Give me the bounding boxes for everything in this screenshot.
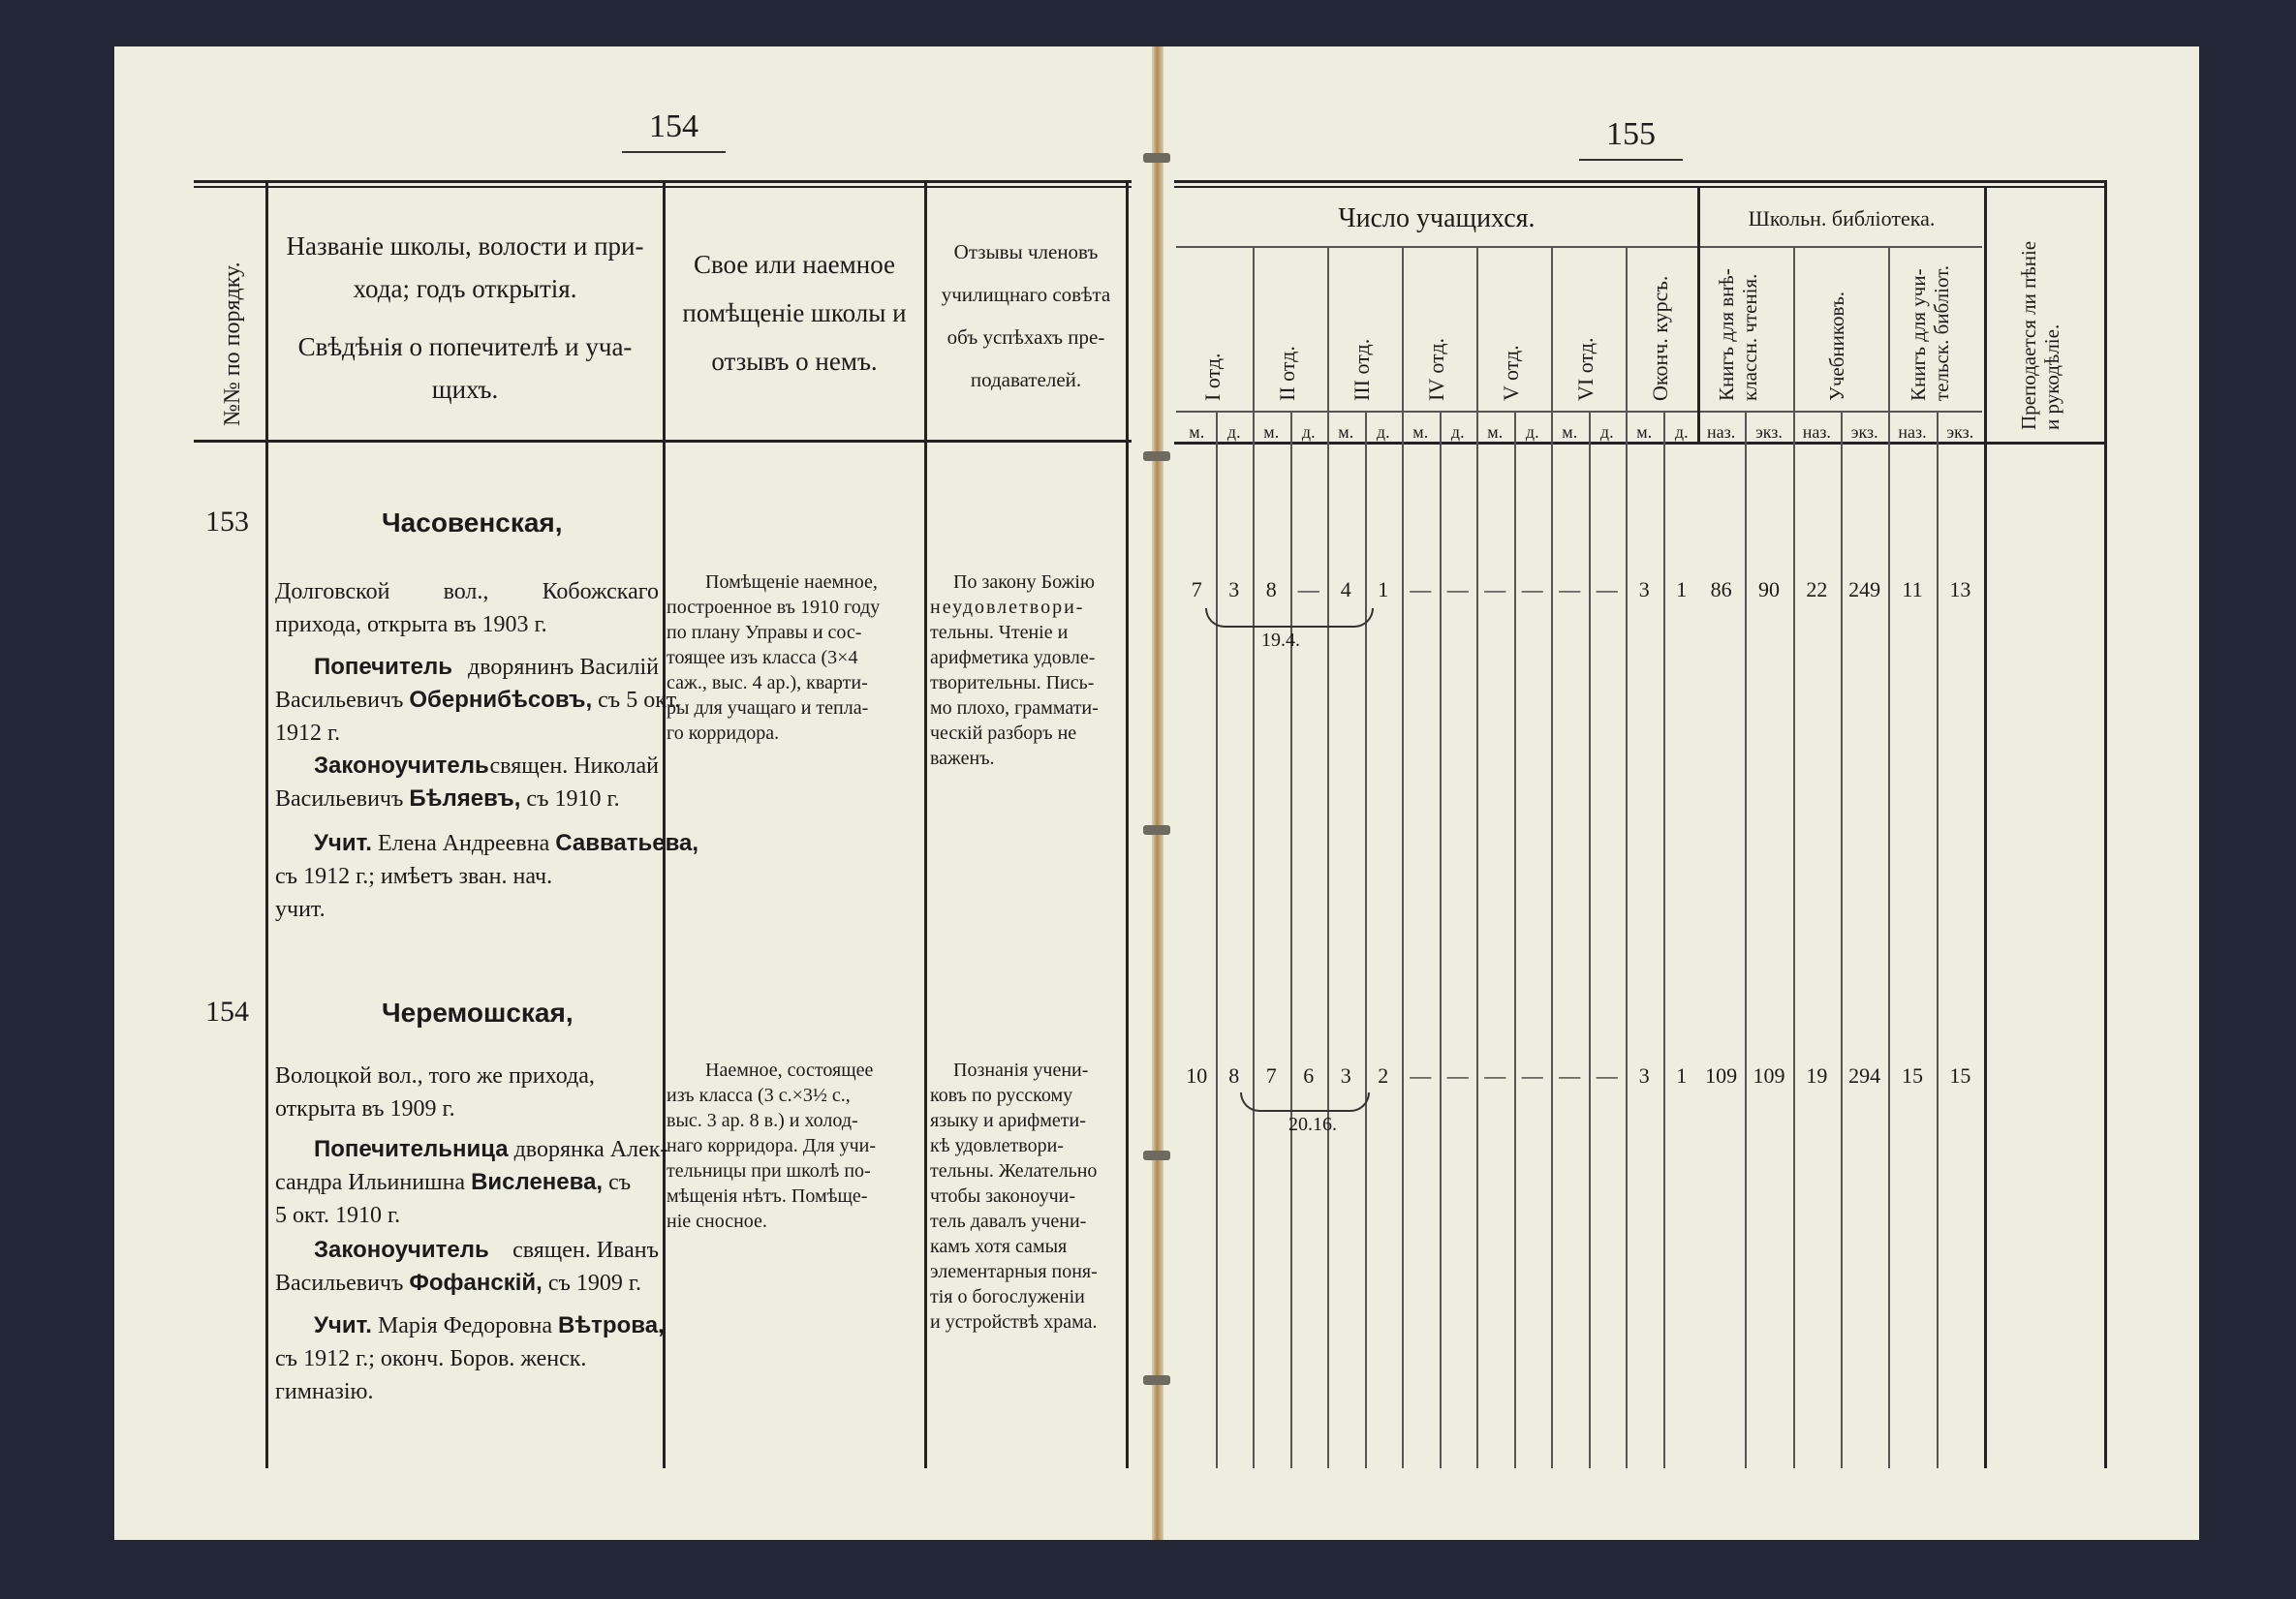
student-count-cell: 2 [1378, 1063, 1389, 1088]
col-divider [1126, 180, 1129, 1468]
student-count-cell: — [1521, 1063, 1543, 1088]
students-total: 19.4. [1261, 630, 1300, 651]
sub-header: экз. [1850, 422, 1878, 442]
sub-header: д. [1525, 422, 1539, 442]
col-divider [663, 180, 666, 1468]
trustee-info: Попечитель дворянинъ Василій Васильевичъ Обернибѣсовъ, съ 5 окт. 1912 г. [275, 654, 681, 746]
teacher-info: Учит. Марія Федоровна Вѣтрова, съ 1912 г.; оконч. Боров. женск. гимназію. [275, 1312, 665, 1404]
binding-stitch [1143, 825, 1170, 835]
header-students: Число учащихся. [1338, 203, 1536, 233]
header-premises: Свое или наемное помѣщеніе школы и отзывъ о немъ. [682, 250, 907, 376]
binding-stitch [1143, 451, 1170, 461]
student-count-cell: 6 [1303, 1063, 1315, 1088]
table-right-edge [2104, 180, 2107, 1468]
sub-header: м. [1562, 422, 1578, 442]
grid-line [1745, 411, 1747, 1468]
trustee-info: Попечительница дворянка Алек- сандра Ильинишна Висленева, съ 5 окт. 1910 г. [275, 1136, 668, 1228]
header-school-name: Названіе школы, волости и при- хода; годъ открытія. Свѣдѣнія о попечителѣ и уча- щихъ. [286, 231, 644, 404]
sub-header: наз. [1707, 422, 1736, 442]
student-count-cell: — [1484, 577, 1506, 601]
header-extra-books: Книгъ для внѣ- классн. чтенія. [1715, 268, 1761, 401]
total-brace [1240, 1092, 1370, 1112]
class-header: Оконч. курсъ. [1648, 275, 1672, 401]
student-count-cell: 8 [1228, 1063, 1240, 1088]
sub-header: м. [1263, 422, 1280, 442]
header-reviews: Отзывы членовъ училищнаго совѣта объ успѣхахъ пре- подавателей. [941, 240, 1111, 391]
student-count-cell: — [1410, 1063, 1432, 1088]
grid-line [1937, 411, 1939, 1468]
class-header: III отд. [1350, 338, 1374, 401]
student-count-cell: 3 [1638, 1063, 1650, 1088]
sub-header: м. [1189, 422, 1205, 442]
library-count-cell: 90 [1757, 577, 1780, 601]
col-divider [1984, 188, 1987, 1468]
student-count-cell: — [1559, 577, 1581, 601]
library-count-cell: 109 [1753, 1063, 1785, 1088]
student-count-cell: — [1596, 577, 1618, 601]
sub-header: наз. [1898, 422, 1927, 442]
school-number: 154 [205, 996, 249, 1028]
teacher-info: Учит. Елена Андреевна Савватьева, съ 1912 г.; имѣетъ зван. нач. учит. [275, 830, 699, 922]
col-divider [924, 180, 927, 1468]
student-count-cell: 4 [1340, 577, 1351, 601]
priest-info: Законоучитель священ. Иванъ Васильевичъ Фофанскій, съ 1909 г. [275, 1237, 659, 1296]
class-header: VI отд. [1573, 337, 1598, 401]
student-count-cell: 3 [1228, 577, 1240, 601]
priest-info: Законоучитель священ. Николай Васильевичъ Бѣляевъ, съ 1910 г. [275, 753, 659, 812]
student-count-cell: 7 [1191, 577, 1202, 601]
student-count-cell: 8 [1265, 577, 1277, 601]
group-header-rule [1176, 246, 1982, 248]
binding-stitch [1143, 153, 1170, 163]
grid-line [1216, 411, 1218, 1468]
student-count-cell: — [1596, 1063, 1618, 1088]
sub-header: д. [1301, 422, 1316, 442]
sub-header: экз. [1755, 422, 1783, 442]
class-header: I отд. [1200, 353, 1225, 401]
school-number: 153 [205, 506, 249, 538]
student-count-cell: 3 [1638, 577, 1650, 601]
library-count-cell: 22 [1806, 577, 1828, 601]
review-text: Познанія учени- ковъ по русскому языку и арифмети- кѣ удовлетвори- тельны. Желательно чтобы законоучи- тель давалъ учени- камъ хотя самыя элементарныя поня- тія о богослуженіи и устройствѣ храма. [930, 1060, 1098, 1333]
group-divider [1697, 188, 1700, 442]
sub-header: м. [1412, 422, 1429, 442]
total-brace [1205, 608, 1374, 628]
grid-line [1514, 411, 1516, 1468]
grid-line [1841, 411, 1843, 1468]
library-count-cell: 86 [1710, 577, 1732, 601]
student-count-cell: 1 [1676, 577, 1688, 601]
student-count-cell: 3 [1340, 1063, 1351, 1088]
book-spine [1152, 46, 1164, 1540]
review-text: По закону Божію неудовлетвори- тельны. Чтеніе и арифметика удовле- творительны. Пись- мо плохо, граммати- ческій разборъ не важенъ. [930, 571, 1099, 769]
library-count-cell: 109 [1705, 1063, 1738, 1088]
school-name: Черемошская, [382, 998, 574, 1028]
library-count-cell: 249 [1848, 577, 1881, 601]
sub-header: наз. [1802, 422, 1831, 442]
student-count-cell: — [1484, 1063, 1506, 1088]
library-count-cell: 15 [1901, 1063, 1923, 1088]
header-number-column: №№ по порядку. [220, 261, 245, 426]
grid-line [1440, 411, 1442, 1468]
premises-text: Наемное, состоящее изъ класса (3 с.×3½ с., выс. 3 ар. 8 в.) и холод- наго корридора. Для учи- тельницы при школѣ по- мѣщенія нѣтъ. Помѣще- ніе сносное. [667, 1060, 876, 1232]
library-count-cell: 19 [1806, 1063, 1828, 1088]
header-textbooks: Учебниковъ. [1825, 291, 1848, 401]
class-header: II отд. [1275, 346, 1299, 401]
sub-header: м. [1636, 422, 1653, 442]
students-total: 20.16. [1288, 1114, 1337, 1135]
library-count-cell: 11 [1902, 577, 1923, 601]
table-top-rule-2 [1174, 186, 2106, 188]
student-count-cell: — [1559, 1063, 1581, 1088]
binding-stitch [1143, 1151, 1170, 1160]
library-count-cell: 294 [1848, 1063, 1881, 1088]
subheader-rule [1176, 411, 1982, 413]
student-count-cell: — [1410, 577, 1432, 601]
library-count-cell: 13 [1949, 577, 1971, 601]
sub-header: д. [1226, 422, 1241, 442]
sub-header: д. [1450, 422, 1465, 442]
sub-header: д. [1674, 422, 1689, 442]
school-name: Часовенская, [382, 507, 563, 538]
student-count-cell: 1 [1676, 1063, 1688, 1088]
student-count-cell: 7 [1265, 1063, 1277, 1088]
student-count-cell: — [1446, 1063, 1469, 1088]
header-singing: Преподается ли пѣніе и рукодѣліе. [2017, 240, 2063, 430]
page-number-left: 154 [622, 108, 726, 153]
binding-stitch [1143, 1375, 1170, 1385]
sub-header: м. [1338, 422, 1354, 442]
school-info: Долговской вол., Кобожскаго прихода, открыта въ 1903 г. [275, 579, 659, 637]
header-teacher-library: Книгъ для учи- тельск. библіот. [1907, 264, 1953, 401]
student-count-cell: 10 [1186, 1063, 1208, 1088]
student-count-cell: 1 [1378, 577, 1389, 601]
grid-line [1365, 411, 1367, 1468]
table-top-rule [1174, 180, 2106, 183]
student-count-cell: — [1521, 577, 1543, 601]
sub-header: д. [1376, 422, 1390, 442]
class-header: IV отд. [1424, 337, 1448, 401]
grid-line [1589, 411, 1591, 1468]
header-library: Школьн. библіотека. [1748, 206, 1936, 231]
library-count-cell: 15 [1949, 1063, 1971, 1088]
sub-header: д. [1599, 422, 1614, 442]
class-header: V отд. [1499, 345, 1523, 401]
sub-header: м. [1487, 422, 1504, 442]
premises-text: Помѣщеніе наемное, построенное въ 1910 году по плану Управы и сос- тоящее изъ класса (3×4 саж., выс. 4 ар.), кварти- ры для учащаго и тепла- го корридора. [667, 571, 881, 744]
student-count-cell: — [1297, 577, 1319, 601]
sub-header: экз. [1946, 422, 1974, 442]
grid-line [1290, 411, 1292, 1468]
grid-line [1663, 411, 1665, 1468]
page-number-right: 155 [1579, 116, 1683, 161]
col-divider [265, 180, 268, 1468]
school-info: Волоцкой вол., того же прихода, открыта въ 1909 г. [275, 1063, 595, 1122]
student-count-cell: — [1446, 577, 1469, 601]
